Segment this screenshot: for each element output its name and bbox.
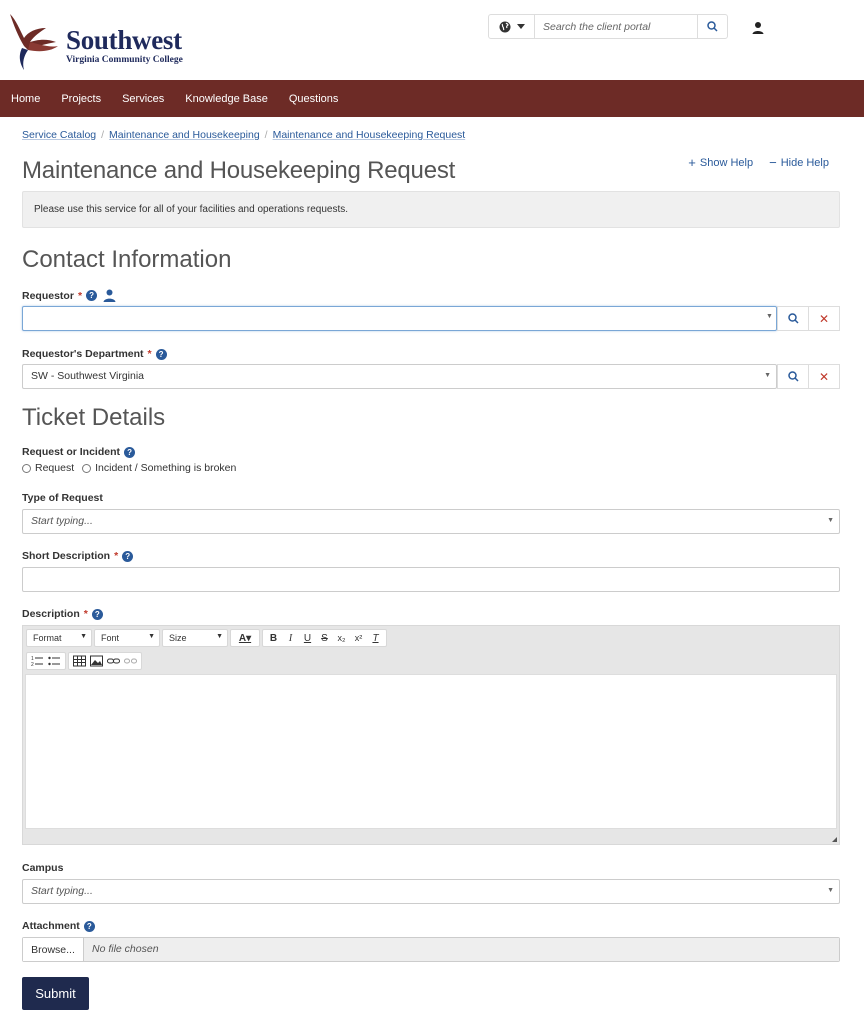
help-icon[interactable]: ? bbox=[84, 921, 95, 932]
help-toggle bbox=[688, 155, 829, 170]
help-icon[interactable]: ? bbox=[92, 609, 103, 620]
type-of-request-select[interactable] bbox=[22, 509, 840, 534]
format-label: Format bbox=[33, 633, 62, 643]
description-text: Description bbox=[22, 608, 80, 620]
help-icon[interactable]: ? bbox=[122, 551, 133, 562]
request-type-radio-group bbox=[22, 462, 236, 474]
caret-down-icon: ▼ bbox=[827, 887, 834, 894]
svg-text:1: 1 bbox=[31, 656, 34, 662]
campus-select[interactable] bbox=[22, 879, 840, 904]
browse-button[interactable]: Browse... bbox=[23, 938, 84, 961]
caret-down-icon: ▼ bbox=[80, 633, 87, 640]
type-of-request-label bbox=[22, 492, 103, 504]
requestor-search-button[interactable] bbox=[777, 306, 809, 331]
submit-button[interactable]: Submit bbox=[22, 977, 89, 1010]
required-marker: * bbox=[77, 289, 83, 302]
search-icon bbox=[788, 371, 799, 382]
campus-label bbox=[22, 862, 63, 874]
requestor-label bbox=[22, 289, 116, 302]
caret-down-icon: ▼ bbox=[764, 372, 771, 379]
unlink-icon[interactable] bbox=[123, 654, 138, 668]
campus-placeholder: Start typing... bbox=[31, 885, 93, 897]
radio-request-label: Request bbox=[35, 462, 75, 474]
department-select[interactable] bbox=[22, 364, 777, 389]
request-or-incident-text: Request or Incident bbox=[22, 446, 121, 458]
show-help-link[interactable] bbox=[688, 155, 753, 170]
svg-text:2: 2 bbox=[31, 662, 34, 668]
bird-logo-icon bbox=[6, 12, 62, 74]
plus-icon: + bbox=[688, 155, 696, 170]
remove-format-icon[interactable]: T bbox=[372, 632, 379, 644]
search-icon bbox=[788, 313, 799, 324]
required-marker: * bbox=[147, 348, 152, 360]
person-icon[interactable] bbox=[103, 289, 116, 302]
table-icon[interactable] bbox=[72, 654, 87, 668]
format-dropdown[interactable] bbox=[26, 629, 92, 647]
radio-incident[interactable] bbox=[82, 462, 236, 474]
logo-text bbox=[66, 26, 183, 65]
breadcrumb-separator: / bbox=[101, 129, 105, 141]
text-color-icon[interactable]: A▾ bbox=[238, 632, 252, 644]
breadcrumb-service-catalog[interactable]: Service Catalog bbox=[22, 129, 97, 141]
link-icon[interactable] bbox=[106, 654, 121, 668]
image-icon[interactable] bbox=[89, 654, 104, 668]
logo[interactable] bbox=[6, 12, 196, 74]
short-description-input[interactable] bbox=[22, 567, 840, 592]
hide-help-label: Hide Help bbox=[780, 156, 829, 169]
breadcrumb-maintenance[interactable]: Maintenance and Housekeeping bbox=[109, 129, 260, 141]
search-button[interactable] bbox=[697, 14, 728, 39]
language-button[interactable] bbox=[488, 14, 535, 39]
italic-icon[interactable]: I bbox=[288, 632, 293, 644]
department-search-button[interactable] bbox=[777, 364, 809, 389]
department-value: SW - Southwest Virginia bbox=[31, 370, 145, 382]
caret-down-icon: ▼ bbox=[148, 633, 155, 640]
ticket-section-title: Ticket Details bbox=[22, 404, 166, 431]
caret-down-icon bbox=[517, 24, 525, 29]
numbered-list-icon[interactable] bbox=[30, 654, 45, 668]
requestor-label-text: Requestor bbox=[22, 289, 74, 302]
help-icon[interactable]: ? bbox=[124, 447, 135, 458]
caret-down-icon: ▼ bbox=[766, 313, 773, 320]
requestor-select[interactable] bbox=[22, 306, 777, 331]
contact-section-title: Contact Information bbox=[22, 246, 232, 273]
search-input[interactable]: Search the client portal bbox=[535, 14, 698, 39]
help-icon[interactable]: ? bbox=[86, 290, 97, 301]
department-label bbox=[22, 348, 167, 360]
close-icon: ✕ bbox=[818, 369, 830, 384]
intro-message: Please use this service for all of your facilities and operations requests. bbox=[22, 191, 840, 228]
type-of-request-text: Type of Request bbox=[22, 492, 103, 504]
hide-help-link[interactable] bbox=[769, 155, 829, 170]
insert-group bbox=[68, 652, 142, 670]
nav-item-questions[interactable]: Questions bbox=[288, 92, 339, 105]
strikethrough-icon[interactable]: S bbox=[321, 632, 328, 644]
globe-icon bbox=[499, 21, 511, 33]
nav-item-projects[interactable]: Projects bbox=[61, 92, 102, 105]
request-or-incident-label bbox=[22, 446, 135, 458]
logo-subtitle: Virginia Community College bbox=[66, 55, 183, 65]
size-dropdown[interactable] bbox=[162, 629, 228, 647]
required-marker: * bbox=[114, 550, 119, 562]
file-status: No file chosen bbox=[84, 938, 839, 961]
list-group bbox=[26, 652, 66, 670]
logo-name: Southwest bbox=[66, 25, 182, 55]
caret-down-icon: ▼ bbox=[216, 633, 223, 640]
page-title: Maintenance and Housekeeping Request bbox=[22, 157, 456, 184]
resize-handle-icon[interactable] bbox=[832, 837, 837, 842]
breadcrumb bbox=[22, 129, 465, 141]
superscript-icon[interactable]: x² bbox=[354, 633, 363, 643]
help-icon[interactable]: ? bbox=[156, 349, 167, 360]
caret-down-icon: ▼ bbox=[827, 517, 834, 524]
nav-item-home[interactable]: Home bbox=[11, 92, 41, 105]
subscript-icon[interactable]: x₂ bbox=[337, 633, 346, 643]
campus-text: Campus bbox=[22, 862, 64, 874]
bulleted-list-icon[interactable] bbox=[47, 654, 62, 668]
underline-icon[interactable]: U bbox=[303, 632, 312, 644]
text-style-group bbox=[262, 629, 387, 647]
attachment-text: Attachment bbox=[22, 920, 80, 932]
required-marker: * bbox=[83, 608, 88, 620]
show-help-label: Show Help bbox=[699, 156, 754, 169]
rich-text-editor bbox=[22, 625, 840, 845]
type-of-request-placeholder: Start typing... bbox=[31, 515, 93, 527]
text-color-group bbox=[230, 629, 260, 647]
requestor-clear-button[interactable] bbox=[808, 306, 840, 331]
search-icon bbox=[707, 21, 718, 32]
editor-toolbar-row-1 bbox=[26, 629, 387, 647]
breadcrumb-separator: / bbox=[264, 129, 268, 141]
short-description-text: Short Description bbox=[22, 550, 111, 562]
radio-incident-label: Incident / Something is broken bbox=[95, 462, 237, 474]
attachment-input bbox=[22, 937, 840, 962]
main-nav bbox=[0, 80, 864, 117]
short-description-label bbox=[22, 550, 133, 562]
minus-icon: − bbox=[769, 155, 777, 170]
editor-toolbar-row-2 bbox=[26, 652, 142, 670]
editor-content-area[interactable] bbox=[25, 674, 837, 829]
user-icon[interactable] bbox=[751, 21, 765, 35]
close-icon: ✕ bbox=[818, 311, 830, 326]
nav-item-knowledge-base[interactable]: Knowledge Base bbox=[185, 92, 268, 105]
department-clear-button[interactable] bbox=[808, 364, 840, 389]
description-label bbox=[22, 608, 103, 620]
radio-circle[interactable] bbox=[82, 464, 91, 473]
nav-item-services[interactable]: Services bbox=[122, 92, 165, 105]
font-dropdown[interactable] bbox=[94, 629, 160, 647]
font-label: Font bbox=[101, 633, 120, 643]
size-label: Size bbox=[169, 633, 187, 643]
attachment-label bbox=[22, 920, 95, 932]
radio-circle[interactable] bbox=[22, 464, 31, 473]
department-label-text: Requestor's Department bbox=[22, 348, 144, 360]
breadcrumb-current[interactable]: Maintenance and Housekeeping Request bbox=[272, 129, 466, 141]
bold-icon[interactable]: B bbox=[269, 632, 278, 644]
radio-request[interactable] bbox=[22, 462, 74, 474]
header bbox=[0, 0, 864, 80]
